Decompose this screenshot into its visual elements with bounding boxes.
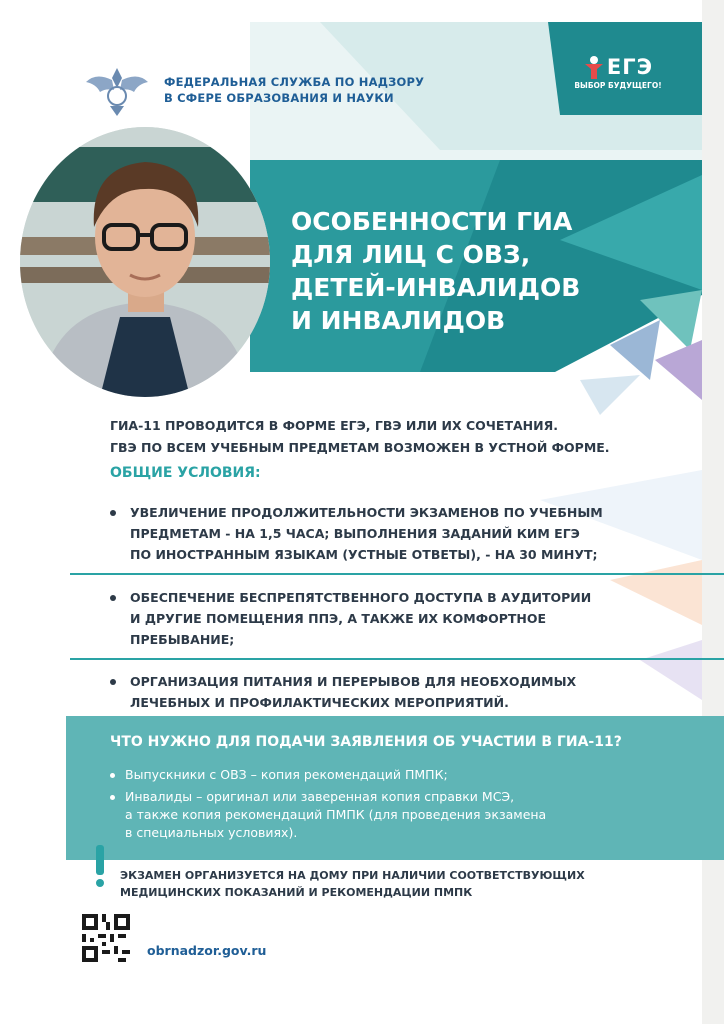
condition-item bbox=[110, 502, 670, 565]
bullet-icon bbox=[110, 795, 115, 800]
org-name bbox=[164, 74, 424, 106]
condition-item bbox=[110, 671, 670, 713]
condition-line: ОБЕСПЕЧЕНИЕ БЕСПРЕПЯТСТВЕННОГО ДОСТУПА В АУДИТОРИИ bbox=[130, 590, 592, 605]
condition-line: И ДРУГИЕ ПОМЕЩЕНИЯ ППЭ, А ТАКЖЕ ИХ КОМФОРТНОЕ bbox=[130, 611, 547, 626]
notice-line2: МЕДИЦИНСКИХ ПОКАЗАНИЙ И РЕКОМЕНДАЦИИ ПМПК bbox=[120, 886, 473, 899]
condition-line: ПРЕБЫВАНИЕ; bbox=[130, 632, 235, 647]
notice-line1: ЭКЗАМЕН ОРГАНИЗУЕТСЯ НА ДОМУ ПРИ НАЛИЧИИ СООТВЕТСТВУЮЩИХ bbox=[120, 869, 585, 882]
divider bbox=[70, 658, 724, 660]
condition-line: ОРГАНИЗАЦИЯ ПИТАНИЯ И ПЕРЕРЫВОВ ДЛЯ НЕОБХОДИМЫХ bbox=[130, 674, 577, 689]
website-link[interactable]: obrnadzor.gov.ru bbox=[147, 943, 267, 958]
qr-code-icon bbox=[82, 914, 130, 962]
application-line: в специальных условиях). bbox=[125, 825, 298, 840]
emblem-icon bbox=[82, 62, 152, 118]
notice-text bbox=[120, 867, 590, 901]
intro-line2: ГВЭ ПО ВСЕМ УЧЕБНЫМ ПРЕДМЕТАМ ВОЗМОЖЕН В УСТНОЙ ФОРМЕ. bbox=[110, 440, 610, 455]
bullet-icon bbox=[110, 595, 116, 601]
hero-title-line: И ИНВАЛИДОВ bbox=[291, 306, 506, 335]
application-title: ЧТО НУЖНО ДЛЯ ПОДАЧИ ЗАЯВЛЕНИЯ ОБ УЧАСТИИ В ГИА-11? bbox=[110, 734, 622, 750]
student-photo bbox=[20, 127, 270, 397]
logo-word: ЕГЭ bbox=[606, 55, 654, 79]
student-portrait bbox=[20, 127, 270, 397]
ege-logo bbox=[568, 55, 668, 90]
triangle-pale bbox=[580, 375, 640, 415]
condition-line: ПО ИНОСТРАННЫМ ЯЗЫКАМ (УСТНЫЕ ОТВЕТЫ), - НА 30 МИНУТ; bbox=[130, 547, 598, 562]
triangle-violet bbox=[655, 340, 702, 400]
org-header bbox=[82, 62, 424, 118]
divider bbox=[70, 573, 724, 575]
condition-line: УВЕЛИЧЕНИЕ ПРОДОЛЖИТЕЛЬНОСТИ ЭКЗАМЕНОВ ПО УЧЕБНЫМ bbox=[130, 505, 603, 520]
condition-line: ЛЕЧЕБНЫХ И ПРОФИЛАКТИЧЕСКИХ МЕРОПРИЯТИЙ. bbox=[130, 695, 509, 710]
exclamation-icon bbox=[94, 845, 106, 901]
application-line: а также копия рекомендаций ПМПК (для проведения экзамена bbox=[125, 807, 547, 822]
application-line: Выпускники с ОВЗ – копия рекомендаций ПМПК; bbox=[125, 767, 448, 782]
intro-line1: ГИА-11 ПРОВОДИТСЯ В ФОРМЕ ЕГЭ, ГВЭ ИЛИ ИХ СОЧЕТАНИЯ. bbox=[110, 418, 558, 433]
logo-slogan: ВЫБОР БУДУЩЕГО! bbox=[574, 81, 662, 90]
hero-title bbox=[291, 205, 621, 337]
intro-text bbox=[110, 415, 670, 459]
application-item bbox=[110, 788, 680, 842]
application-line: Инвалиды – оригинал или заверенная копия справки МСЭ, bbox=[125, 789, 515, 804]
conditions-heading: ОБЩИЕ УСЛОВИЯ: bbox=[110, 465, 261, 481]
bullet-icon bbox=[110, 773, 115, 778]
hero-title-line: ОСОБЕННОСТИ ГИА bbox=[291, 207, 573, 236]
condition-item bbox=[110, 587, 670, 650]
org-name-line1: ФЕДЕРАЛЬНАЯ СЛУЖБА ПО НАДЗОРУ bbox=[164, 75, 425, 89]
application-item bbox=[110, 766, 680, 784]
application-panel bbox=[66, 716, 724, 860]
condition-line: ПРЕДМЕТАМ - НА 1,5 ЧАСА; ВЫПОЛНЕНИЯ ЗАДАНИЙ КИМ ЕГЭ bbox=[130, 526, 580, 541]
org-name-line2: В СФЕРЕ ОБРАЗОВАНИЯ И НАУКИ bbox=[164, 91, 394, 105]
ege-logo-icon bbox=[583, 55, 605, 79]
hero-title-line: ДЕТЕЙ-ИНВАЛИДОВ bbox=[291, 273, 581, 302]
bullet-icon bbox=[110, 679, 116, 685]
bullet-icon bbox=[110, 510, 116, 516]
home-exam-notice bbox=[94, 845, 590, 901]
hero-title-line: ДЛЯ ЛИЦ С ОВЗ, bbox=[291, 240, 531, 269]
